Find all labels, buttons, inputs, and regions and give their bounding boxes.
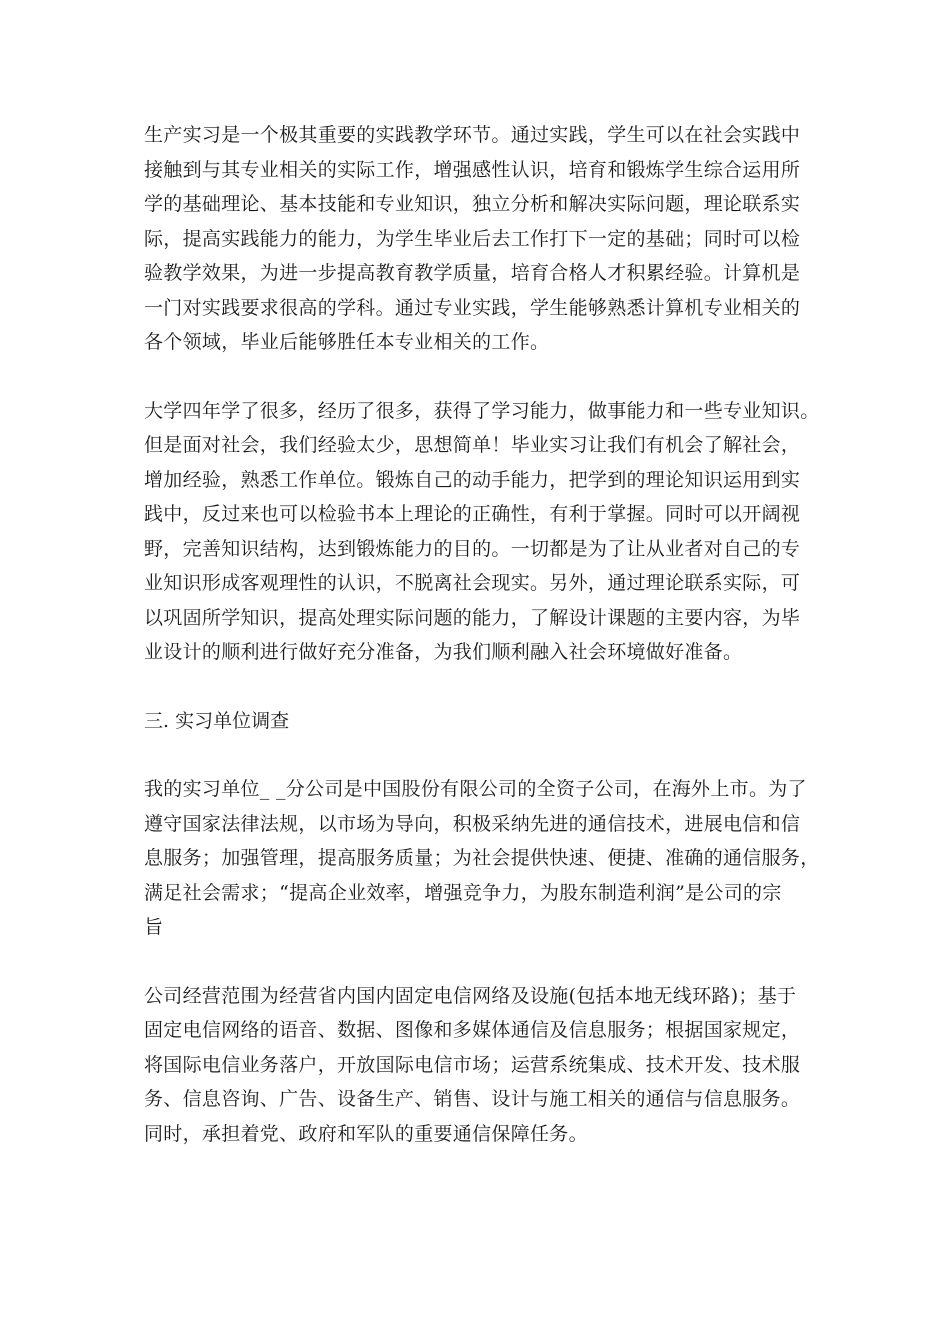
- text-line: 野，完善知识结构，达到锻炼能力的目的。一切都是为了让从业者对自己的专: [144, 537, 801, 560]
- text-line: 将国际电信业务落户，开放国际电信市场；运营系统集成、技术开发、技术服: [144, 1053, 801, 1076]
- text-line: 业设计的顺利进行做好充分准备，为我们顺利融入社会环境做好准备。: [144, 641, 743, 663]
- text-line: 生产实习是一个极其重要的实践教学环节。通过实践，学生可以在社会实践中: [144, 124, 801, 146]
- text-line: 增加经验，熟悉工作单位。锻炼自己的动手能力，把学到的理论知识运用到实: [144, 468, 801, 491]
- paragraph-spacer: [144, 670, 809, 704]
- section-heading: [144, 704, 809, 739]
- text-line: 业知识形成客观理性的认识，不脱离社会现实。另外，通过理论联系实际，可: [144, 572, 801, 594]
- paragraph-spacer: [144, 738, 809, 772]
- text-line: 遵守国家法律法规，以市场为导向，积极采纳先进的通信技术，进展电信和信: [144, 812, 801, 835]
- section-heading-text: 三. 实习单位调查: [144, 709, 290, 732]
- paragraph-internship-company: [144, 772, 820, 945]
- paragraph-spacer: [144, 360, 809, 394]
- text-line: 一门对实践要求很高的学科。通过专业实践，学生能够熟悉计算机专业相关的: [144, 296, 801, 319]
- document-body: [144, 118, 820, 1151]
- text-line: 同时，承担着党、政府和军队的重要通信保障任务。: [144, 1122, 588, 1145]
- text-line: 以巩固所学知识，提高处理实际问题的能力，了解设计课题的主要内容，为毕: [144, 606, 801, 629]
- text-line: 际，提高实践能力的能力，为学生毕业后去工作打下一定的基础；同时可以检: [144, 227, 801, 250]
- text-line: 旨: [144, 916, 164, 938]
- paragraph-business-scope: [144, 979, 809, 1152]
- text-line: 我的实习单位_ _分公司是中国股份有限公司的全资子公司，在海外上市。为了: [144, 778, 807, 800]
- paragraph-practice-intro: [144, 118, 809, 360]
- text-line: 各个领域，毕业后能够胜任本专业相关的工作。: [144, 331, 550, 353]
- text-line: 满足社会需求；“提高企业效率，增强竞争力，为股东制造利润”是公司的宗: [144, 881, 782, 904]
- text-line: 大学四年学了很多，经历了很多，获得了学习能力，做事能力和一些专业知识。: [144, 399, 820, 422]
- text-line: 息服务；加强管理，提高服务质量；为社会提供快速、便捷、准确的通信服务，: [144, 847, 820, 869]
- text-line: 学的基础理论、基本技能和专业知识，独立分析和解决实际问题，理论联系实: [144, 193, 801, 215]
- text-line: 践中，反过来也可以检验书本上理论的正确性，有利于掌握。同时可以开阔视: [144, 503, 801, 525]
- text-line: 但是面对社会，我们经验太少，思想简单！毕业实习让我们有机会了解社会，: [144, 434, 801, 456]
- paragraph-university-experience: [144, 394, 820, 670]
- text-line: 固定电信网络的语音、数据、图像和多媒体通信及信息服务；根据国家规定，: [144, 1019, 801, 1041]
- paragraph-spacer: [144, 945, 809, 979]
- text-line: 验教学效果，为进一步提高教育教学质量，培育合格人才积累经验。计算机是: [144, 262, 801, 284]
- text-line: 公司经营范围为经营省内国内固定电信网络及设施(包括本地无线环路)；基于: [144, 984, 797, 1007]
- text-line: 接触到与其专业相关的实际工作，增强感性认识，培育和锻炼学生综合运用所: [144, 158, 801, 181]
- text-line: 务、信息咨询、广告、设备生产、销售、设计与施工相关的通信与信息服务。: [144, 1088, 801, 1110]
